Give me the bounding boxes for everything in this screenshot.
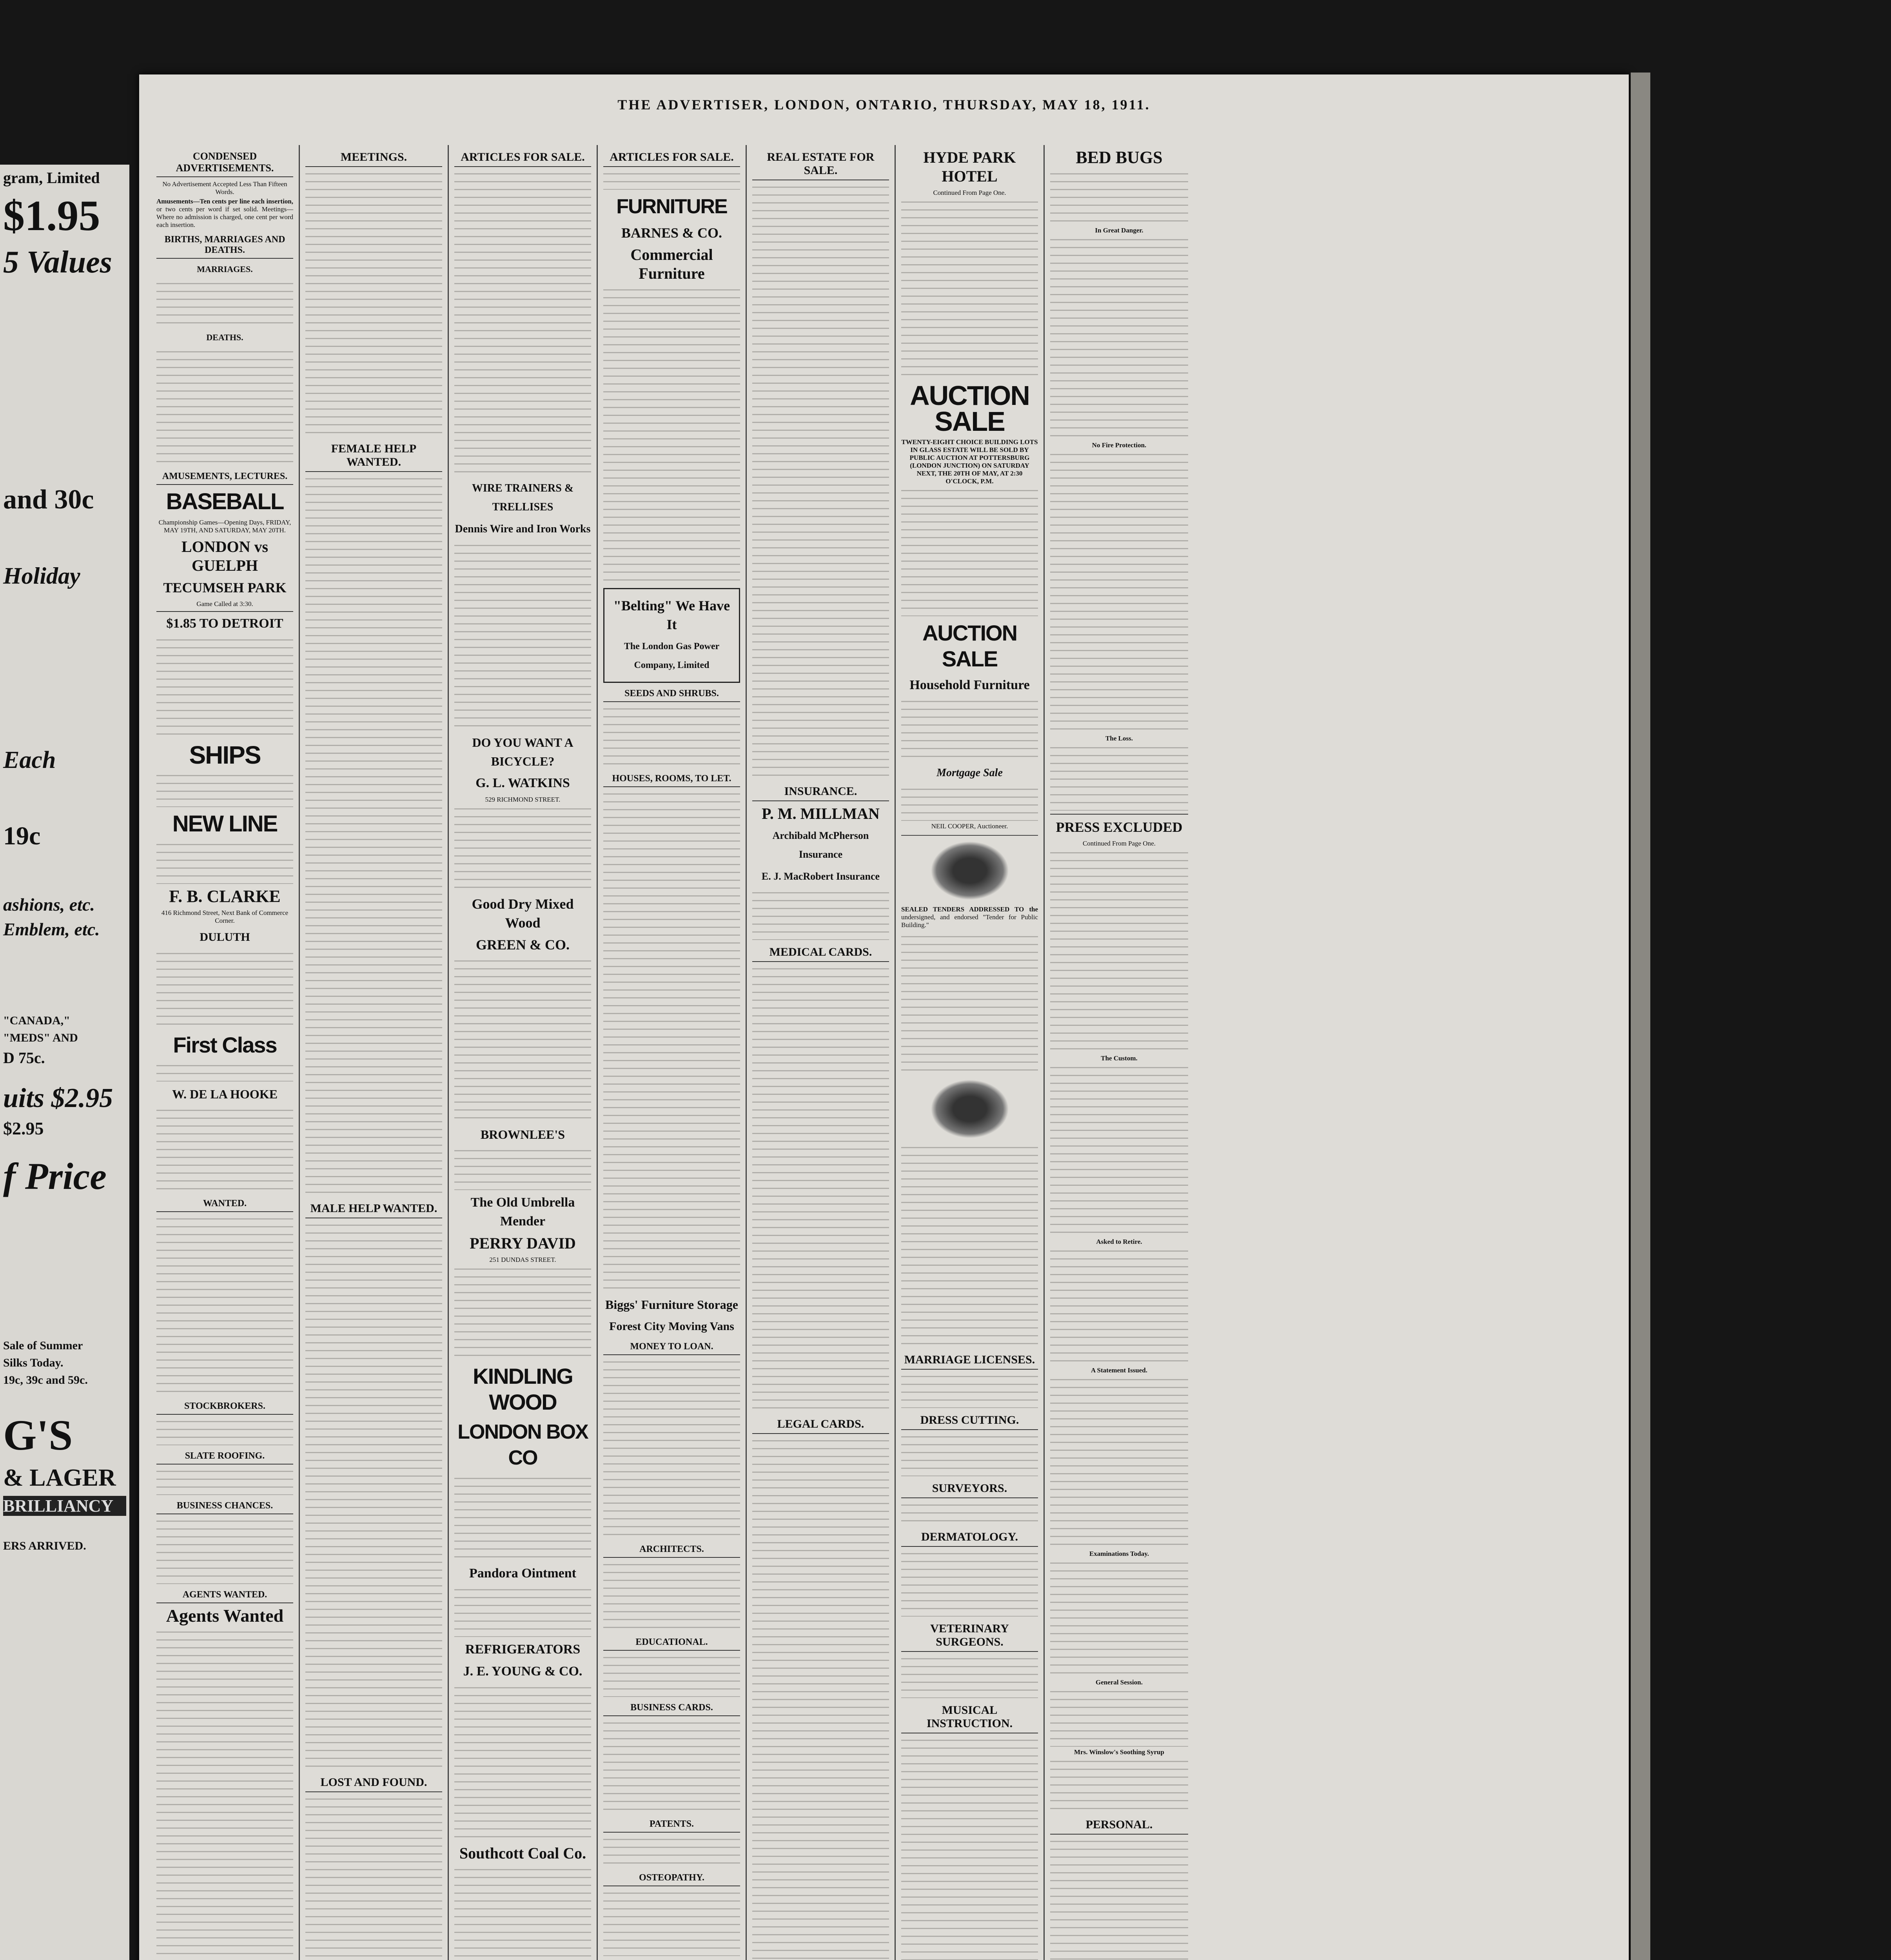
duluth-heading: DULUTH: [200, 931, 250, 944]
business-text: [156, 1517, 293, 1584]
belting-ad: [603, 588, 740, 683]
london-box: LONDON BOX CO: [457, 1421, 588, 1469]
births-heading: BIRTHS, MARRIAGES AND DEATHS.: [156, 234, 293, 259]
female-help-text: [305, 475, 442, 1196]
hooke-text: [156, 1107, 293, 1193]
agents-wanted-title: Agents Wanted: [166, 1606, 284, 1626]
bicycle-heading: DO YOU WANT A BICYCLE?: [472, 735, 573, 768]
watkins-name: G. L. WATKINS: [475, 776, 570, 790]
medical-heading: MEDICAL CARDS.: [752, 946, 889, 962]
mortgage-sale: Mortgage Sale: [936, 767, 1003, 779]
column-4: [598, 145, 747, 1960]
strip-line: Holiday: [3, 563, 80, 589]
clarke-address: 416 Richmond Street, Next Bank of Commerce Corner.: [161, 909, 289, 924]
strip-line: Each: [3, 747, 56, 773]
commercial-furniture: Commercial Furniture: [630, 246, 713, 282]
stockbrokers-heading: STOCKBROKERS.: [156, 1401, 293, 1415]
money-heading: MONEY TO LOAN.: [603, 1341, 740, 1355]
bed-bugs-text: [1050, 170, 1188, 225]
furniture-ad: FURNITURE: [616, 195, 727, 218]
strip-line: "MEDS" AND: [3, 1031, 78, 1044]
tecumseh-park: TECUMSEH PARK: [163, 580, 287, 595]
detroit-excursion: $1.85 TO DETROIT: [156, 611, 293, 633]
column-2: [300, 145, 449, 1960]
game-called: Game Called at 3:30.: [196, 600, 253, 608]
meetings-text: [305, 170, 442, 437]
seeds-text: [603, 705, 740, 768]
houses-heading: HOUSES, ROOMS, TO LET.: [603, 773, 740, 787]
excursion-text: [156, 636, 293, 738]
strip-line: BRILLIANCY: [3, 1496, 126, 1516]
macrobert-insurance: E. J. MacRobert Insurance: [761, 871, 880, 882]
lost-found-heading: LOST AND FOUND.: [305, 1776, 442, 1792]
meetings-heading: MEETINGS.: [305, 151, 442, 167]
strip-line: "CANADA,": [3, 1014, 70, 1027]
umbrella-text: [454, 1265, 591, 1359]
retire-subhead: Asked to Retire.: [1096, 1238, 1142, 1245]
brownlee: BROWNLEE'S: [480, 1127, 565, 1142]
male-help-heading: MALE HELP WANTED.: [305, 1202, 442, 1218]
green-co: GREEN & CO.: [475, 937, 570, 953]
articles-heading-2: ARTICLES FOR SALE.: [603, 151, 740, 167]
legal-text: [752, 1437, 889, 1960]
southcott-coal: Southcott Coal Co.: [459, 1844, 586, 1862]
dermatology-text: [901, 1550, 1038, 1617]
business-heading: BUSINESS CHANCES.: [156, 1501, 293, 1514]
strip-line: Silks Today.: [3, 1356, 64, 1369]
barnes-co: BARNES & CO.: [621, 225, 722, 241]
agents-heading: AGENTS WANTED.: [156, 1590, 293, 1603]
patents-heading: PATENTS.: [603, 1819, 740, 1833]
architects-text: [603, 1561, 740, 1632]
veterinary-heading: VETERINARY SURGEONS.: [901, 1622, 1038, 1652]
session-subhead: General Session.: [1096, 1679, 1143, 1686]
insurance-heading: INSURANCE.: [752, 785, 889, 801]
tenders-text-2: [901, 1144, 1038, 1348]
strip-line: and 30c: [3, 485, 94, 515]
pandora-ointment: Pandora Ointment: [469, 1566, 576, 1581]
ships-text: [156, 772, 293, 807]
new-line-ad-title: NEW LINE: [172, 811, 278, 837]
auction-text: [901, 487, 1038, 616]
perry-address: 251 DUNDAS STREET.: [489, 1256, 556, 1263]
lost-found-text: [305, 1795, 442, 1960]
auction-sale-sub: TWENTY-EIGHT CHOICE BUILDING LOTS IN GLASS ESTATE WILL BE SOLD BY PUBLIC AUCTION AT POTTERSBURG (LONDON JUNCTION) ON SATURDAY NEXT, THE 20TH OF MAY, AT 2:30 O'CLOCK, P.M.: [901, 438, 1038, 485]
tenders-text: [901, 933, 1038, 1074]
newspaper-page: [139, 74, 1629, 1960]
tenders-notice: SEALED TENDERS ADDRESSED TO the undersigned, and endorsed "Tender for Public Building.": [901, 906, 1038, 929]
female-help-heading: FEMALE HELP WANTED.: [305, 442, 442, 472]
medical-text: [752, 965, 889, 1412]
architects-heading: ARCHITECTS.: [603, 1544, 740, 1558]
strip-line: Emblem, etc.: [3, 919, 100, 939]
strip-line: D 75c.: [3, 1049, 45, 1067]
condensed-ads-heading: CONDENSED ADVERTISEMENTS.: [156, 151, 293, 177]
houses-text: [603, 790, 740, 1292]
wire-trainers: WIRE TRAINERS & TRELLISES: [472, 482, 574, 513]
licenses-heading: MARRIAGE LICENSES.: [901, 1353, 1038, 1370]
strip-line: 19c: [3, 822, 41, 850]
strip-line: ashions, etc.: [3, 895, 95, 915]
loss-text: [1050, 744, 1188, 811]
perry-david: PERRY DAVID: [470, 1234, 576, 1252]
refrig-text: [454, 1684, 591, 1841]
agents-text: [156, 1628, 293, 1960]
hyde-park-heading: HYDE PARK HOTEL: [923, 149, 1016, 185]
stockbrokers-text: [156, 1418, 293, 1445]
kindling-wood: KINDLING WOOD: [473, 1364, 573, 1414]
london-guelph: LONDON vs GUELPH: [181, 538, 269, 574]
custom-subhead: The Custom.: [1101, 1054, 1138, 1062]
umbrella-mender: The Old Umbrella Mender: [470, 1195, 575, 1229]
deaths-text: [156, 348, 293, 466]
brownlee-text: [454, 1147, 591, 1190]
marriages-heading: MARRIAGES.: [197, 264, 253, 274]
household-furniture: Household Furniture: [909, 678, 1030, 692]
exams-text: [1050, 1559, 1188, 1677]
dennis-wire: Dennis Wire and Iron Works: [455, 523, 591, 535]
educational-text: [603, 1654, 740, 1697]
deaths-heading: DEATHS.: [206, 332, 243, 342]
auction-sale-title: AUCTION SALE: [910, 380, 1029, 437]
column-3: [449, 145, 598, 1960]
press-continued: Continued From Page One.: [1082, 840, 1156, 847]
mixed-wood: Good Dry Mixed Wood: [472, 896, 574, 931]
osteopathy-heading: OSTEOPATHY.: [603, 1873, 740, 1886]
box-text: [454, 1475, 591, 1561]
royal-crest-icon: [931, 841, 1009, 900]
articles-heading: ARTICLES FOR SALE.: [454, 151, 591, 167]
legal-heading: LEGAL CARDS.: [752, 1417, 889, 1434]
millman-name: P. M. MILLMAN: [762, 805, 880, 822]
articles-text-2: [603, 170, 740, 190]
strip-line: ERS ARRIVED.: [3, 1539, 86, 1552]
amusements-heading: AMUSEMENTS, LECTURES.: [156, 471, 293, 485]
winslow-text: [1050, 1758, 1188, 1813]
rates-notice: Amusements—Ten cents per line each insertion, or two cents per word if set solid. Meetings—Where no admission is charged, one cent per word each insertion.: [156, 198, 293, 229]
adjacent-page-strip: [0, 165, 129, 1960]
exams-subhead: Examinations Today.: [1089, 1550, 1149, 1557]
forest-city-vans: Forest City Moving Vans: [609, 1320, 734, 1333]
real-estate-heading: REAL ESTATE FOR SALE.: [752, 151, 889, 180]
insurance-text: [752, 889, 889, 940]
page-edge-shadow: [1631, 73, 1650, 1960]
seeds-heading: SEEDS AND SHRUBS.: [603, 688, 740, 702]
strip-line: 19c, 39c and 59c.: [3, 1374, 88, 1387]
first-class-text: [156, 1062, 293, 1082]
strip-line: 5 Values: [3, 245, 112, 279]
wanted-heading: WANTED.: [156, 1198, 293, 1212]
educational-heading: EDUCATIONAL.: [603, 1637, 740, 1651]
slate-text: [156, 1468, 293, 1495]
column-5: [747, 145, 896, 1960]
real-estate-text: [752, 183, 889, 779]
danger-text: [1050, 236, 1188, 440]
pandora-text: [454, 1586, 591, 1637]
southcott-text: [454, 1866, 591, 1960]
royal-crest-icon-2: [931, 1080, 1009, 1138]
retire-text: [1050, 1247, 1188, 1365]
baseball-ad-title: BASEBALL: [166, 489, 284, 514]
marriages-text: [156, 280, 293, 327]
watkins-text: [454, 805, 591, 891]
commercial-text: [603, 286, 740, 584]
gas-power-company: The London Gas Power Company, Limited: [624, 641, 720, 670]
strip-line: f Price: [3, 1155, 107, 1197]
page-columns: [151, 145, 1621, 1960]
column-7: [1045, 145, 1194, 1960]
male-help-text: [305, 1221, 442, 1770]
personal-heading: PERSONAL.: [1050, 1818, 1188, 1835]
column-1: [151, 145, 300, 1960]
licenses-text: [901, 1373, 1038, 1408]
musical-heading: MUSICAL INSTRUCTION.: [901, 1704, 1038, 1733]
belting-title: "Belting" We Have It: [613, 598, 730, 632]
first-class-title: First Class: [173, 1033, 277, 1057]
baseball-ad-sub: Championship Games—Opening Days, FRIDAY, MAY 19TH, AND SATURDAY, MAY 20TH.: [158, 519, 291, 534]
dress-cutting-heading: DRESS CUTTING.: [901, 1414, 1038, 1430]
statement-text: [1050, 1376, 1188, 1548]
household-text: [901, 698, 1038, 760]
strip-line: & LAGER: [3, 1465, 116, 1491]
ships-ad-title: SHIPS: [189, 741, 261, 769]
custom-text: [1050, 1064, 1188, 1236]
hooke-name: W. DE LA HOOKE: [172, 1087, 278, 1101]
strip-line: uits $2.95: [3, 1083, 113, 1113]
strip-line: Sale of Summer: [3, 1339, 83, 1352]
strip-line: G'S: [3, 1411, 73, 1459]
young-co: J. E. YOUNG & CO.: [463, 1664, 583, 1679]
strip-line: gram, Limited: [3, 169, 100, 187]
osteopathy-text: [603, 1889, 740, 1956]
strip-line: $1.95: [3, 192, 100, 240]
personal-text: [1050, 1838, 1188, 1960]
auction-sale-2-title: AUCTION SALE: [922, 621, 1017, 671]
no-fire-subhead: No Fire Protection.: [1092, 441, 1147, 449]
statement-subhead: A Statement Issued.: [1091, 1367, 1148, 1374]
new-line-text: [156, 841, 293, 884]
wanted-text: [156, 1215, 293, 1396]
surveyors-text: [901, 1501, 1038, 1525]
danger-subhead: In Great Danger.: [1095, 227, 1143, 234]
auctioneer-name: NEIL COOPER, Auctioneer.: [931, 822, 1008, 830]
bed-bugs-title: BED BUGS: [1076, 148, 1163, 167]
wire-text: [454, 542, 591, 730]
masthead: [139, 74, 1629, 122]
column-6: [896, 145, 1045, 1960]
strip-line: $2.95: [3, 1118, 44, 1138]
patents-text: [603, 1836, 740, 1867]
dermatology-heading: DERMATOLOGY.: [901, 1530, 1038, 1547]
watkins-address: 529 RICHMOND STREET.: [485, 796, 561, 803]
money-text: [603, 1358, 740, 1539]
articles-text: [454, 170, 591, 476]
session-text: [1050, 1688, 1188, 1747]
no-fire-text: [1050, 451, 1188, 733]
wood-text: [454, 957, 591, 1122]
masthead-title: THE ADVERTISER, LONDON, ONTARIO, THURSDAY, MAY 18, 1911.: [617, 97, 1151, 113]
winslow-subhead: Mrs. Winslow's Soothing Syrup: [1074, 1748, 1164, 1756]
veterinary-text: [901, 1655, 1038, 1698]
biggs-storage: Biggs' Furniture Storage: [605, 1298, 738, 1312]
refrigerators: REFRIGERATORS: [465, 1642, 581, 1657]
hyde-park-text: [901, 198, 1038, 379]
musical-text: [901, 1737, 1038, 1960]
clarke-name: F. B. CLARKE: [169, 887, 281, 906]
business-cards-text: [603, 1719, 740, 1813]
press-excluded-title: PRESS EXCLUDED: [1050, 814, 1188, 837]
archibald-insurance: Archibald McPherson Insurance: [772, 830, 869, 860]
slate-heading: SLATE ROOFING.: [156, 1451, 293, 1465]
mortgage-text: [901, 786, 1038, 821]
dress-text: [901, 1433, 1038, 1476]
business-cards-heading: BUSINESS CARDS.: [603, 1702, 740, 1716]
loss-subhead: The Loss.: [1105, 735, 1133, 742]
press-text: [1050, 849, 1188, 1053]
condensed-ads-note: No Advertisement Accepted Less Than Fifteen Words.: [162, 180, 287, 196]
duluth-text: [156, 950, 293, 1028]
surveyors-heading: SURVEYORS.: [901, 1482, 1038, 1498]
hyde-park-continued: Continued From Page One.: [933, 189, 1006, 196]
